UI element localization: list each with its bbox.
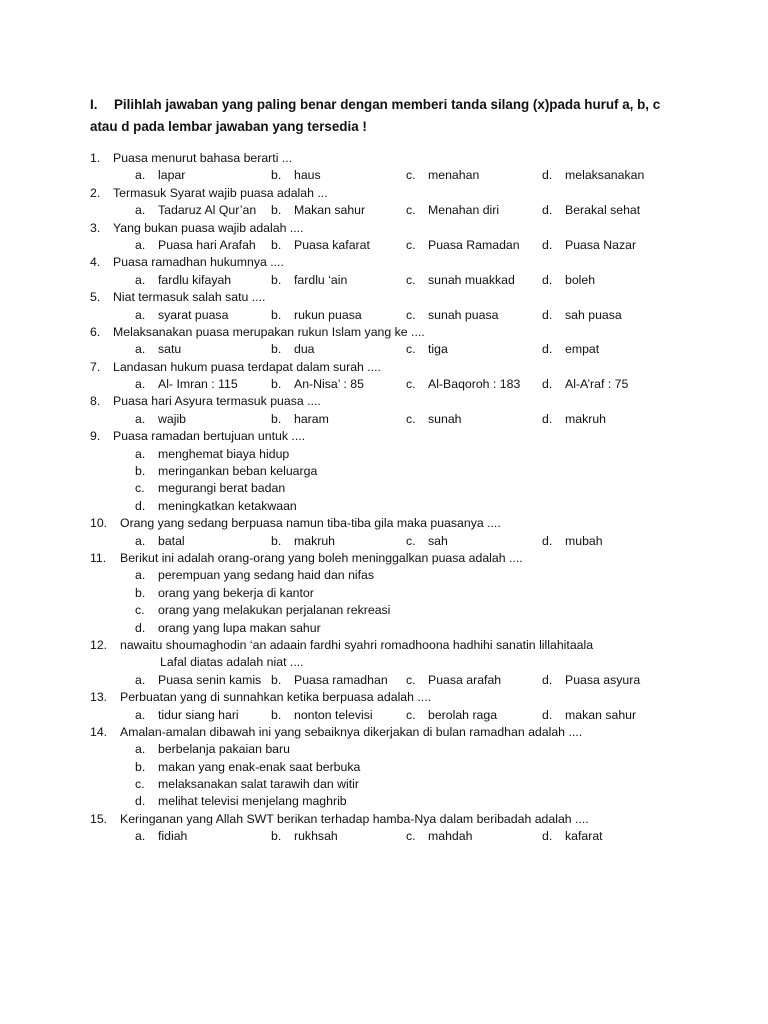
option-letter: a.	[135, 672, 146, 687]
question-number: 10.	[90, 516, 108, 531]
options-row	[0, 307, 768, 324]
option-letter: c.	[135, 481, 145, 496]
option-text: lapar	[158, 168, 186, 183]
option-letter: c.	[406, 672, 416, 687]
answer-option	[0, 567, 768, 584]
question-stem	[0, 254, 768, 271]
question-continuation	[0, 654, 768, 671]
instruction-block	[90, 94, 690, 138]
options-row	[0, 167, 768, 184]
question-number: 15.	[90, 811, 108, 826]
answer-option	[0, 741, 768, 758]
option-letter: d.	[542, 272, 553, 287]
option-text: berbelanja pakaian baru	[158, 742, 290, 757]
question-text: Puasa ramadhan hukumnya ....	[113, 255, 284, 270]
question-list	[0, 150, 768, 846]
question-number: 8.	[90, 394, 101, 409]
option-text: wajib	[158, 411, 187, 426]
question-number: 3.	[90, 220, 101, 235]
answer-option	[0, 759, 768, 776]
option-letter: a.	[135, 533, 146, 548]
question-stem	[0, 150, 768, 167]
option-letter: a.	[135, 446, 146, 461]
option-text: meringankan beban keluarga	[158, 464, 318, 479]
option-text: Puasa Nazar	[565, 237, 637, 252]
question-text: Keringanan yang Allah SWT berikan terhadap hamba-Nya dalam beribadah adalah ....	[120, 811, 589, 826]
option-text: Berakal sehat	[565, 203, 641, 218]
question-text: Melaksanakan puasa merupakan rukun Islam yang ke ....	[113, 324, 425, 339]
option-text: Al-Baqoroh : 183	[428, 377, 521, 392]
question-continuation-text: Lafal diatas adalah niat ....	[160, 655, 304, 670]
question-stem	[0, 185, 768, 202]
answer-option	[0, 463, 768, 480]
option-text: haus	[294, 168, 321, 183]
answer-option	[0, 776, 768, 793]
section-number: I.	[90, 97, 98, 112]
option-text: Tadaruz Al Qur’an	[158, 203, 257, 218]
option-letter: a.	[135, 829, 146, 844]
option-text: kafarat	[565, 829, 603, 844]
option-text: rukun puasa	[294, 307, 362, 322]
option-text: fidiah	[158, 829, 188, 844]
option-letter: c.	[406, 342, 416, 357]
option-text: fardlu kifayah	[158, 272, 232, 287]
option-text: rukhsah	[294, 829, 338, 844]
option-text: empat	[565, 342, 600, 357]
options-row	[0, 237, 768, 254]
question-stem	[0, 515, 768, 532]
option-letter: b.	[135, 464, 146, 479]
option-letter: c.	[406, 707, 416, 722]
question-text: Puasa ramadan bertujuan untuk ....	[113, 429, 306, 444]
option-letter: a.	[135, 342, 146, 357]
question-number: 2.	[90, 185, 101, 200]
options-row	[0, 828, 768, 845]
question-stem	[0, 811, 768, 828]
options-row	[0, 341, 768, 358]
option-letter: a.	[135, 237, 146, 252]
question-stem	[0, 637, 768, 654]
question-number: 5.	[90, 290, 101, 305]
option-letter: c.	[406, 829, 416, 844]
option-text: Puasa kafarat	[294, 237, 370, 252]
options-row	[0, 707, 768, 724]
option-letter: d.	[542, 307, 553, 322]
option-letter: d.	[542, 342, 553, 357]
option-text: makan yang enak-enak saat berbuka	[158, 759, 361, 774]
option-text: perempuan yang sedang haid dan nifas	[158, 568, 375, 583]
option-text: melihat televisi menjelang maghrib	[158, 794, 347, 809]
option-letter: b.	[271, 342, 282, 357]
question-number: 14.	[90, 724, 108, 739]
question-stem	[0, 359, 768, 376]
option-text: Puasa arafah	[428, 672, 502, 687]
option-text: sunah muakkad	[428, 272, 515, 287]
answer-option	[0, 620, 768, 637]
question-number: 4.	[90, 255, 101, 270]
option-letter: a.	[135, 377, 146, 392]
option-text: An-Nisa’ : 85	[294, 377, 364, 392]
option-letter: d.	[135, 620, 146, 635]
option-letter: b.	[271, 377, 282, 392]
option-letter: b.	[271, 307, 282, 322]
question-number: 7.	[90, 359, 101, 374]
options-row	[0, 411, 768, 428]
option-letter: c.	[406, 307, 416, 322]
option-letter: d.	[542, 411, 553, 426]
option-text: menahan	[428, 168, 480, 183]
option-letter: c.	[406, 203, 416, 218]
question-number: 11.	[90, 550, 107, 565]
question-stem	[0, 724, 768, 741]
options-row	[0, 376, 768, 393]
option-text: Al- Imran : 115	[158, 377, 238, 392]
option-text: boleh	[565, 272, 596, 287]
option-text: haram	[294, 411, 329, 426]
question-number: 1.	[90, 151, 101, 165]
option-text: meningkatkan ketakwaan	[158, 498, 297, 513]
option-letter: d.	[542, 672, 553, 687]
question-stem	[0, 550, 768, 567]
option-letter: b.	[271, 411, 282, 426]
question-stem	[0, 689, 768, 706]
options-row	[0, 202, 768, 219]
question-text: Orang yang sedang berpuasa namun tiba-tiba gila maka puasanya ....	[120, 516, 501, 531]
option-letter: b.	[271, 272, 282, 287]
question-number: 9.	[90, 429, 101, 444]
option-text: berolah raga	[428, 707, 498, 722]
option-letter: c.	[406, 533, 416, 548]
option-letter: b.	[135, 759, 146, 774]
option-letter: c.	[406, 272, 416, 287]
option-text: sunah puasa	[428, 307, 499, 322]
instruction-line-1	[90, 94, 690, 116]
option-text: orang yang bekerja di kantor	[158, 585, 314, 600]
option-letter: b.	[271, 203, 282, 218]
option-text: mahdah	[428, 829, 473, 844]
option-letter: b.	[135, 585, 146, 600]
option-letter: d.	[542, 203, 553, 218]
option-text: makan sahur	[565, 707, 637, 722]
option-text: dua	[294, 342, 315, 357]
option-text: sah puasa	[565, 307, 622, 322]
option-letter: c.	[135, 603, 145, 618]
instruction-line-2: atau d pada lembar jawaban yang tersedia !	[90, 119, 367, 134]
option-text: batal	[158, 533, 185, 548]
option-letter: a.	[135, 272, 146, 287]
option-text: Puasa ramadhan	[294, 672, 388, 687]
option-text: orang yang lupa makan sahur	[158, 620, 321, 635]
answer-option	[0, 498, 768, 515]
question-text: Amalan-amalan dibawah ini yang sebaiknya dikerjakan di bulan ramadhan adalah ....	[120, 724, 583, 739]
option-letter: a.	[135, 411, 146, 426]
option-text: sah	[428, 533, 448, 548]
option-text: Puasa senin kamis	[158, 672, 262, 687]
option-letter: d.	[542, 377, 553, 392]
option-letter: d.	[542, 533, 553, 548]
question-stem	[0, 428, 768, 445]
question-text: Berikut ini adalah orang-orang yang boleh meninggalkan puasa adalah ....	[120, 550, 523, 565]
option-letter: b.	[271, 237, 282, 252]
options-row	[0, 672, 768, 689]
option-text: satu	[158, 342, 182, 357]
option-text: nonton televisi	[294, 707, 373, 722]
option-letter: d.	[135, 794, 146, 809]
option-text: megurangi berat badan	[158, 481, 286, 496]
option-letter: b.	[271, 672, 282, 687]
option-letter: d.	[542, 829, 553, 844]
option-text: Menahan diri	[428, 203, 500, 218]
option-letter: c.	[135, 777, 145, 792]
answer-option	[0, 480, 768, 497]
question-text: Puasa hari Asyura termasuk puasa ....	[113, 394, 321, 409]
answer-option	[0, 793, 768, 810]
question-text: Yang bukan puasa wajib adalah ....	[113, 220, 304, 235]
question-text: Perbuatan yang di sunnahkan ketika berpuasa adalah ....	[120, 690, 432, 705]
option-letter: d.	[542, 168, 553, 183]
answer-option	[0, 446, 768, 463]
option-text: Puasa asyura	[565, 672, 641, 687]
question-number: 6.	[90, 324, 101, 339]
option-text: Makan sahur	[294, 203, 366, 218]
option-letter: c.	[406, 411, 416, 426]
option-text: Al-A’raf : 75	[565, 377, 629, 392]
option-letter: a.	[135, 168, 146, 183]
option-letter: c.	[406, 237, 416, 252]
option-text: tiga	[428, 342, 448, 357]
question-number: 12.	[90, 637, 108, 652]
question-text: Puasa menurut bahasa berarti ...	[113, 151, 293, 165]
option-text: menghemat biaya hidup	[158, 446, 290, 461]
option-text: fardlu ‘ain	[294, 272, 348, 287]
option-letter: a.	[135, 307, 146, 322]
question-text: Landasan hukum puasa terdapat dalam surah ....	[113, 359, 381, 374]
option-text: syarat puasa	[158, 307, 229, 322]
option-letter: b.	[271, 707, 282, 722]
option-letter: b.	[271, 829, 282, 844]
question-text: nawaitu shoumaghodin ‘an adaain fardhi syahri romadhoona hadhihi sanatin lillahitaala	[120, 637, 594, 652]
option-letter: a.	[135, 742, 146, 757]
question-text: Niat termasuk salah satu ....	[113, 290, 266, 305]
option-text: Puasa hari Arafah	[158, 237, 256, 252]
option-letter: d.	[542, 237, 553, 252]
answer-option	[0, 585, 768, 602]
option-text: tidur siang hari	[158, 707, 239, 722]
option-letter: b.	[271, 168, 282, 183]
question-text: Termasuk Syarat wajib puasa adalah ...	[113, 185, 328, 200]
option-letter: a.	[135, 568, 146, 583]
question-stem	[0, 324, 768, 341]
question-number: 13.	[90, 690, 108, 705]
option-text: Puasa Ramadan	[428, 237, 520, 252]
option-letter: b.	[271, 533, 282, 548]
option-text: melaksanakan	[565, 168, 645, 183]
option-letter: a.	[135, 203, 146, 218]
options-row	[0, 272, 768, 289]
option-letter: c.	[406, 168, 416, 183]
question-stem	[0, 289, 768, 306]
option-letter: d.	[135, 498, 146, 513]
option-text: makruh	[565, 411, 607, 426]
option-letter: a.	[135, 707, 146, 722]
option-text: makruh	[294, 533, 336, 548]
option-text: mubah	[565, 533, 603, 548]
question-stem	[0, 220, 768, 237]
options-row	[0, 533, 768, 550]
option-text: sunah	[428, 411, 462, 426]
option-letter: d.	[542, 707, 553, 722]
option-text: melaksanakan salat tarawih dan witir	[158, 777, 359, 792]
question-stem	[0, 393, 768, 410]
answer-option	[0, 602, 768, 619]
option-text: orang yang melakukan perjalanan rekreasi	[158, 603, 391, 618]
instruction-text-1: Pilihlah jawaban yang paling benar dengan memberi tanda silang (x)pada huruf a, b, c	[114, 97, 661, 112]
option-letter: c.	[406, 377, 416, 392]
